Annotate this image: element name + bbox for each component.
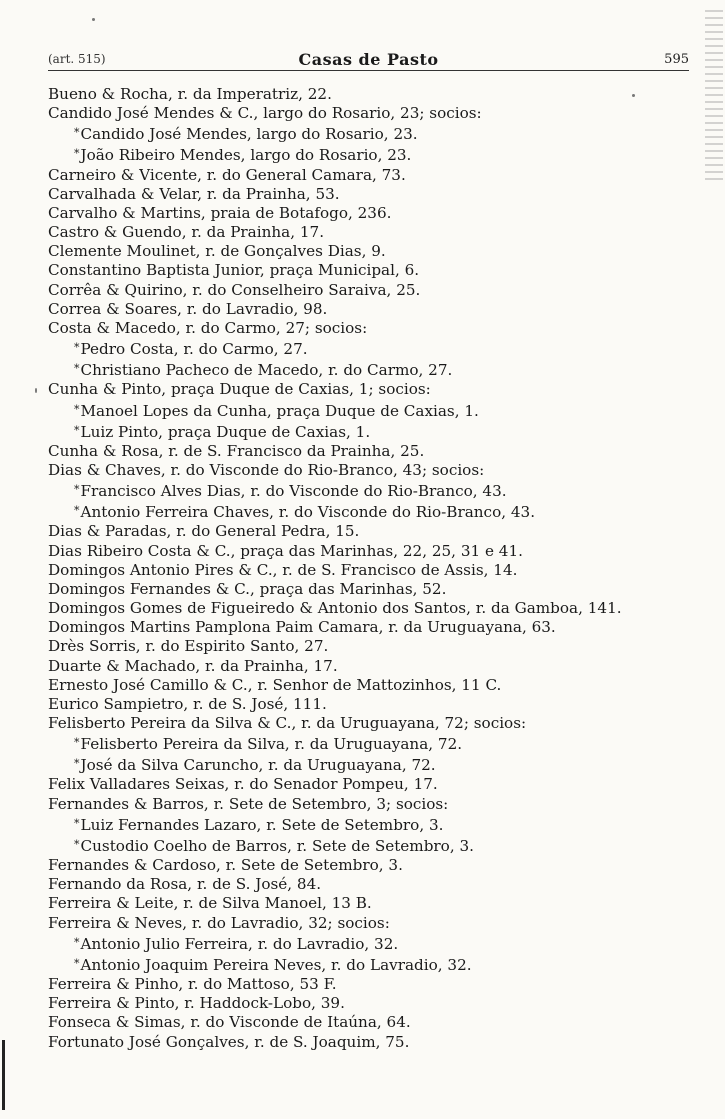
partner-entry: * Felisberto Pereira da Silva, r. da Uruguayana, 72.	[48, 733, 708, 754]
business-entry: Bueno & Rocha, r. da Imperatriz, 22.	[48, 85, 332, 103]
directory-list	[48, 85, 708, 1052]
partner-entry: * Luiz Pinto, praça Duque de Caxias, 1.	[48, 421, 708, 442]
business-entry: Domingos Fernandes & C., praça das Marinhas, 52.	[48, 579, 447, 598]
partner-entry: * Luiz Fernandes Lazaro, r. Sete de Setembro, 3.	[48, 814, 708, 835]
business-entry: Fernandes & Cardoso, r. Sete de Setembro, 3.	[48, 856, 403, 875]
business-entry: Carvalhada & Velar, r. da Prainha, 53.	[48, 184, 340, 203]
business-entry: Ernesto José Camillo & C., r. Senhor de Mattozinhos, 11 C.	[48, 675, 502, 694]
business-entry: Dias & Chaves, r. do Visconde do Rio-Branco, 43; socios:	[48, 460, 485, 479]
business-entry: Dias & Paradas, r. do General Pedra, 15.	[48, 522, 360, 541]
article-reference: (art. 515)	[48, 52, 106, 66]
business-entry: Cunha & Pinto, praça Duque de Caxias, 1; socios:	[48, 380, 431, 399]
scan-edge-mark	[2, 1040, 5, 1110]
scan-edge-noise	[705, 10, 723, 180]
business-entry: Felisberto Pereira da Silva & C., r. da Uruguayana, 72; socios:	[48, 714, 527, 732]
business-entry: Cunha & Rosa, r. de S. Francisco da Prainha, 25.	[48, 441, 425, 460]
scan-speck	[92, 18, 95, 21]
business-entry: Carneiro & Vicente, r. do General Camara, 73.	[48, 165, 406, 184]
partner-entry: * Pedro Costa, r. do Carmo, 27.	[48, 338, 708, 359]
section-title: Casas de Pasto	[298, 50, 439, 69]
business-entry: Dias Ribeiro Costa & C., praça das Marinhas, 22, 25, 31 e 41.	[48, 541, 523, 560]
partner-entry: * Custodio Coelho de Barros, r. Sete de Setembro, 3.	[48, 835, 708, 856]
business-entry: Fonseca & Simas, r. do Visconde de Itaúna, 64.	[48, 1013, 411, 1032]
partner-entry: * Antonio Ferreira Chaves, r. do Visconde do Rio-Branco, 43.	[48, 501, 708, 522]
business-entry: Drès Sorris, r. do Espirito Santo, 27.	[48, 637, 329, 656]
partner-entry: * Francisco Alves Dias, r. do Visconde do Rio-Branco, 43.	[48, 480, 708, 501]
business-entry: Domingos Antonio Pires & C., r. de S. Francisco de Assis, 14.	[48, 560, 518, 579]
business-entry: Carvalho & Martins, praia de Botafogo, 236.	[48, 203, 392, 222]
scan-speck	[632, 94, 635, 97]
business-entry: Clemente Moulinet, r. de Gonçalves Dias, 9.	[48, 242, 386, 261]
business-entry: Candido José Mendes & C., largo do Rosario, 23; socios:	[48, 104, 482, 123]
business-entry: Duarte & Machado, r. da Prainha, 17.	[48, 656, 338, 675]
scan-speck	[35, 388, 37, 393]
business-entry: Felix Valladares Seixas, r. do Senador Pompeu, 17.	[48, 775, 438, 794]
business-entry: Castro & Guendo, r. da Prainha, 17.	[48, 223, 325, 242]
business-entry: Costa & Macedo, r. do Carmo, 27; socios:	[48, 318, 368, 337]
partner-entry: * José da Silva Caruncho, r. da Uruguayana, 72.	[48, 754, 708, 775]
business-entry: Ferreira & Neves, r. do Lavradio, 32; socios:	[48, 913, 390, 932]
header-rule	[48, 70, 689, 71]
business-entry: Corrêa & Quirino, r. do Conselheiro Saraiva, 25.	[48, 280, 421, 299]
business-entry: Ferreira & Pinto, r. Haddock-Lobo, 39.	[48, 994, 345, 1013]
partner-entry: * Christiano Pacheco de Macedo, r. do Carmo, 27.	[48, 359, 708, 380]
business-entry: Fernandes & Barros, r. Sete de Setembro, 3; socios:	[48, 794, 449, 813]
business-entry: Constantino Baptista Junior, praça Municipal, 6.	[48, 261, 420, 280]
business-entry: Eurico Sampietro, r. de S. José, 111.	[48, 694, 327, 713]
partner-entry: * Manoel Lopes da Cunha, praça Duque de Caxias, 1.	[48, 400, 708, 421]
partner-entry: * João Ribeiro Mendes, largo do Rosario, 23.	[48, 144, 708, 165]
partner-entry: * Candido José Mendes, largo do Rosario, 23.	[48, 123, 708, 144]
partner-entry: * Antonio Julio Ferreira, r. do Lavradio, 32.	[48, 933, 708, 954]
business-entry: Domingos Martins Pamplona Paim Camara, r. da Uruguayana, 63.	[48, 618, 556, 637]
business-entry: Ferreira & Leite, r. de Silva Manoel, 13 B.	[48, 894, 372, 913]
page-header	[48, 50, 689, 72]
partner-entry: * Antonio Joaquim Pereira Neves, r. do Lavradio, 32.	[48, 954, 708, 975]
page-number: 595	[664, 52, 689, 67]
business-entry: Fernando da Rosa, r. de S. José, 84.	[48, 875, 322, 894]
business-entry: Ferreira & Pinho, r. do Mattoso, 53 F.	[48, 975, 337, 994]
business-entry: Domingos Gomes de Figueiredo & Antonio dos Santos, r. da Gamboa, 141.	[48, 599, 622, 618]
business-entry: Fortunato José Gonçalves, r. de S. Joaquim, 75.	[48, 1032, 410, 1051]
business-entry: Correa & Soares, r. do Lavradio, 98.	[48, 299, 328, 318]
